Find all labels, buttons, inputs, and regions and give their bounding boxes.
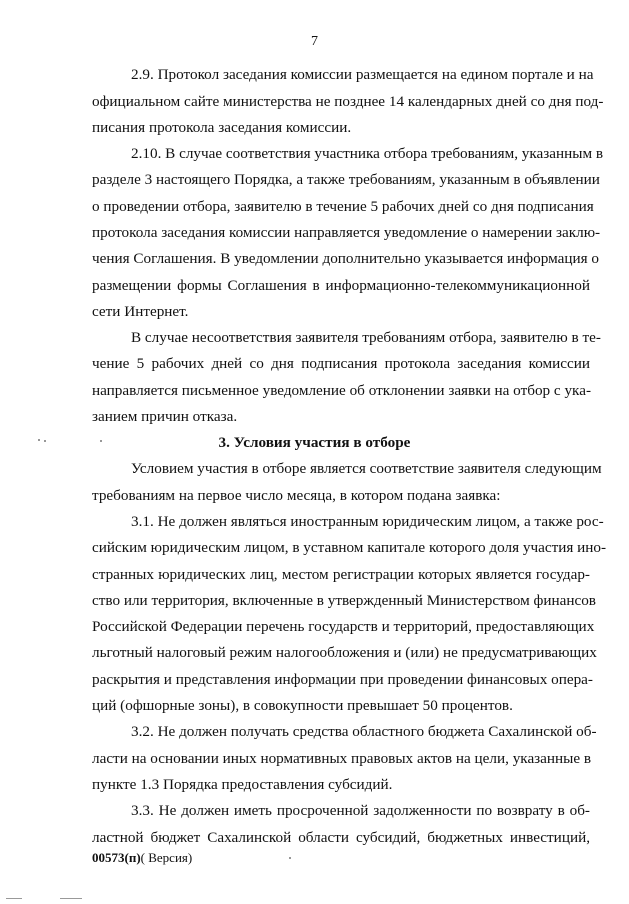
- text-line: направляется письменное уведомление об отклонении заявки на отбор с ука-: [92, 382, 592, 399]
- text-line: писания протокола заседания комиссии.: [92, 119, 352, 136]
- text-line: Российской Федерации перечень государств и территорий, предоставляющих: [92, 618, 595, 635]
- text-line: В случае несоответствия заявителя требованиям отбора, заявителю в те-: [131, 329, 601, 346]
- document-footer: [92, 849, 192, 867]
- text-line: официальном сайте министерства не позднее 14 календарных дней со дня под-: [92, 93, 604, 110]
- scan-speck: [38, 439, 40, 441]
- text-line: раскрытия и представления информации при проведении финансовых опера-: [92, 671, 593, 688]
- text-line: ласти на основании иных нормативных правовых актов на цели, указанные в: [92, 750, 592, 767]
- footer-version: ( Версия): [140, 850, 193, 865]
- scan-edge-mark: [60, 898, 82, 899]
- scan-speck: [289, 857, 291, 859]
- text-line: ций (офшорные зоны), в совокупности превышает 50 процентов.: [92, 697, 513, 714]
- page-number: 7: [311, 34, 318, 49]
- text-line: сийским юридическим лицом, в уставном капитале которого доля участия ино-: [92, 539, 607, 556]
- text-line: 3.2. Не должен получать средства областного бюджета Сахалинской об-: [131, 723, 597, 740]
- text-line: 3.3. Не должен иметь просроченной задолженности по возврату в об-: [131, 802, 590, 819]
- text-line: 2.9. Протокол заседания комиссии размещается на едином портале и на: [131, 66, 594, 83]
- text-line: сети Интернет.: [92, 303, 189, 320]
- text-line: занием причин отказа.: [92, 408, 238, 425]
- scan-speck: [100, 440, 102, 442]
- text-line: 2.10. В случае соответствия участника отбора требованиям, указанным в: [131, 145, 604, 162]
- section-heading: 3. Условия участия в отборе: [218, 434, 411, 451]
- text-line: требованиям на первое число месяца, в котором подана заявка:: [92, 487, 501, 504]
- text-line: Условием участия в отборе является соответствие заявителя следующим: [131, 460, 602, 477]
- text-line: о проведении отбора, заявителю в течение 5 рабочих дней со дня подписания: [92, 198, 594, 215]
- text-line: 3.1. Не должен являться иностранным юридическим лицом, а также рос-: [131, 513, 604, 530]
- scan-edge-mark: [6, 898, 22, 899]
- text-line: протокола заседания комиссии направляется уведомление о намерении заклю-: [92, 224, 601, 241]
- text-line: чение 5 рабочих дней со дня подписания протокола заседания комиссии: [92, 355, 590, 372]
- text-line: чения Соглашения. В уведомлении дополнительно указывается информация о: [92, 250, 599, 267]
- scan-speck: [44, 440, 46, 442]
- text-line: ластной бюджет Сахалинской области субсидий, бюджетных инвестиций,: [92, 829, 590, 846]
- text-line: странных юридических лиц, местом регистрации которых является государ-: [92, 566, 590, 583]
- text-line: ство или территория, включенные в утвержденный Министерством финансов: [92, 592, 596, 609]
- text-line: пункте 1.3 Порядка предоставления субсидий.: [92, 776, 393, 793]
- text-line: размещении формы Соглашения в информационно-телекоммуникационной: [92, 277, 590, 294]
- text-line: льготный налоговый режим налогообложения и (или) не предусматривающих: [92, 644, 597, 661]
- text-line: разделе 3 настоящего Порядка, а также требованиям, указанным в объявлении: [92, 171, 600, 188]
- footer-code: 00573(п): [92, 850, 141, 865]
